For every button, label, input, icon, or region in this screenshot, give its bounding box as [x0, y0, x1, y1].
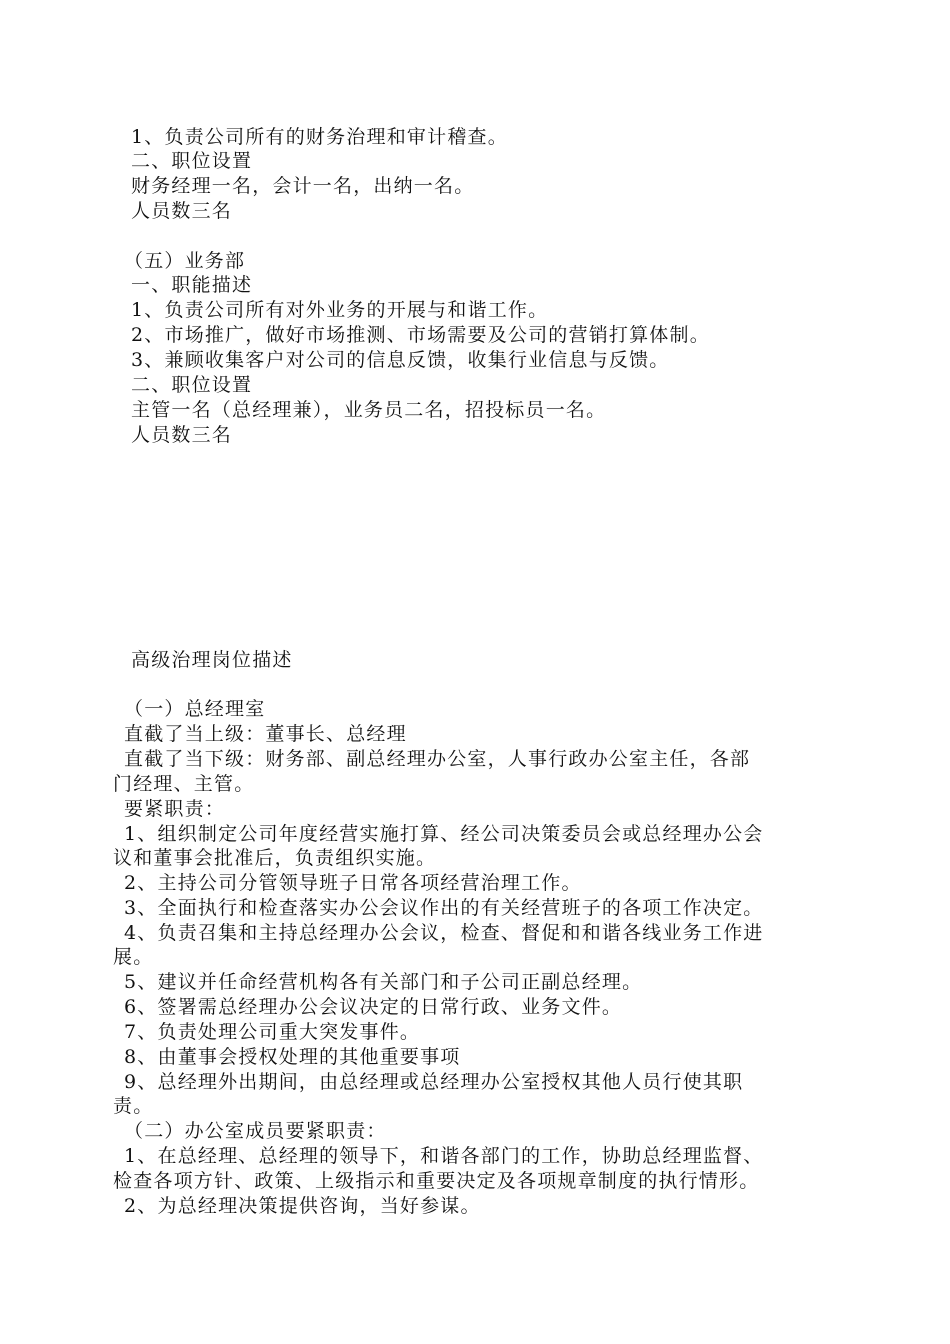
gm-direct-subordinate: 直截了当下级：财务部、副总经理办公室，人事行政办公室主任，各部	[124, 748, 751, 770]
gm-duty-9-cont: 责。	[113, 1095, 154, 1117]
gm-office-heading: （一）总经理室	[124, 698, 266, 720]
gm-duties-heading: 要紧职责：	[124, 798, 226, 820]
business-duty-3: 3、兼顾收集客户对公司的信息反馈，收集行业信息与反馈。	[131, 349, 670, 371]
section-title: 高级治理岗位描述	[131, 649, 293, 671]
business-position-detail: 主管一名（总经理兼），业务员二名，招投标员一名。	[131, 399, 607, 421]
gm-duty-2: 2、主持公司分管领导班子日常各项经营治理工作。	[124, 872, 582, 894]
finance-position-detail: 财务经理一名，会计一名，出纳一名。	[131, 175, 475, 197]
finance-headcount: 人员数三名	[131, 200, 233, 222]
gm-duty-3: 3、全面执行和检查落实办公会议作出的有关经营班子的各项工作决定。	[124, 897, 764, 919]
office-duty-1: 1、在总经理、总经理的领导下，和谐各部门的工作，协助总经理监督、	[124, 1145, 764, 1167]
gm-duty-6: 6、签署需总经理办公会议决定的日常行政、业务文件。	[124, 996, 623, 1018]
business-dept-heading: （五）业务部	[124, 250, 246, 272]
gm-duty-7: 7、负责处理公司重大突发事件。	[124, 1021, 421, 1043]
business-headcount: 人员数三名	[131, 424, 233, 446]
gm-duty-1-cont: 议和董事会批准后，负责组织实施。	[113, 847, 437, 869]
business-position-heading: 二、职位设置	[131, 374, 253, 396]
office-duty-2: 2、为总经理决策提供咨询，当好参谋。	[124, 1195, 481, 1217]
gm-direct-subordinate-cont: 门经理、主管。	[113, 773, 255, 795]
business-function-heading: 一、职能描述	[131, 274, 253, 296]
finance-position-heading: 二、职位设置	[131, 150, 253, 172]
office-members-heading: （二）办公室成员要紧职责：	[124, 1120, 387, 1142]
gm-duty-5: 5、建议并任命经营机构各有关部门和子公司正副总经理。	[124, 971, 643, 993]
business-duty-2: 2、市场推广，做好市场推测、市场需要及公司的营销打算体制。	[131, 324, 710, 346]
gm-duty-1: 1、组织制定公司年度经营实施打算、经公司决策委员会或总经理办公会	[124, 823, 764, 845]
office-duty-1-cont: 检查各项方针、政策、上级指示和重要决定及各项规章制度的执行情形。	[113, 1170, 760, 1192]
gm-duty-4-cont: 展。	[113, 946, 154, 968]
finance-duty-1: 1、负责公司所有的财务治理和审计稽查。	[131, 126, 508, 148]
business-duty-1: 1、负责公司所有对外业务的开展与和谐工作。	[131, 299, 549, 321]
gm-duty-4: 4、负责召集和主持总经理办公会议，检查、督促和和谐各线业务工作进	[124, 922, 764, 944]
gm-duty-9: 9、总经理外出期间，由总经理或总经理办公室授权其他人员行使其职	[124, 1071, 744, 1093]
gm-direct-superior: 直截了当上级：董事长、总经理	[124, 723, 407, 745]
gm-duty-8: 8、由董事会授权处理的其他重要事项	[124, 1046, 461, 1068]
